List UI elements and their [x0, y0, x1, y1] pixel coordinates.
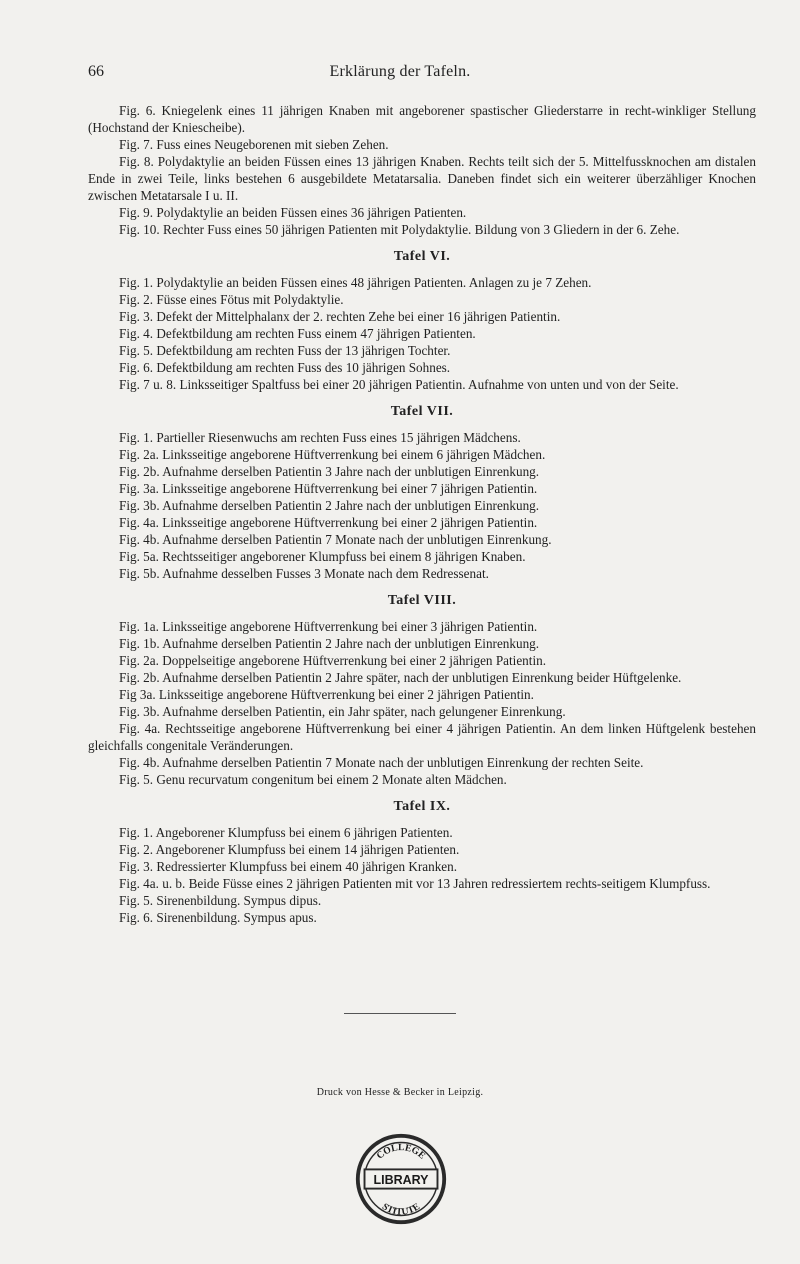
intro-entry: Fig. 10. Rechter Fuss eines 50 jährigen Patienten mit Polydaktylie. Bildung von 3 Gliedern in der 6. Zehe. — [119, 222, 680, 237]
figure-entry: Fig. 3b. Aufnahme derselben Patientin, ein Jahr später, nach gelungener Einrenkung. — [119, 704, 566, 719]
figure-entry: Fig. 4a. Linksseitige angeborene Hüftverrenkung bei einer 2 jährigen Patientin. — [119, 515, 538, 530]
figure-entry: Fig. 6. Sirenenbildung. Sympus apus. — [119, 910, 317, 925]
figure-entry: Fig. 4a. u. b. Beide Füsse eines 2 jährigen Patienten mit vor 13 Jahren redressiertem rechts-seitigem Klumpfuss. — [119, 876, 711, 891]
figure-entry: Fig. 4b. Aufnahme derselben Patientin 7 Monate nach der unblutigen Einrenkung. — [119, 532, 552, 547]
figure-entry: Fig. 2. Angeborener Klumpfuss bei einem 14 jährigen Patienten. — [119, 842, 460, 857]
figure-entry: Fig. 5. Defektbildung am rechten Fuss der 13 jährigen Tochter. — [119, 343, 451, 358]
figure-entry: Fig. 2. Füsse eines Fötus mit Polydaktylie. — [119, 292, 344, 307]
divider-rule — [344, 1013, 456, 1014]
section-title-tafel-vii: Tafel VII. — [390, 404, 454, 419]
stamp-bottom-text: STITUTE — [380, 1201, 422, 1218]
section-title-tafel-viii: Tafel VIII. — [387, 593, 457, 608]
figure-entry: Fig. 1. Angeborener Klumpfuss bei einem 6 jährigen Patienten. — [119, 825, 453, 840]
figure-entry: Fig. 3. Defekt der Mittelphalanx der 2. rechten Zehe bei einer 16 jährigen Patientin. — [119, 309, 561, 324]
figure-entry: Fig. 5. Sirenenbildung. Sympus dipus. — [119, 893, 322, 908]
figure-entry: Fig. 3. Redressierter Klumpfuss bei einem 40 jährigen Kranken. — [119, 859, 458, 874]
section-title-tafel-vi: Tafel VI. — [393, 249, 451, 264]
section-title-tafel-ix: Tafel IX. — [393, 799, 451, 814]
printer-imprint: Druck von Hesse & Becker in Leipzig. — [316, 1087, 484, 1098]
figure-entry: Fig. 4a. Rechtsseitige angeborene Hüftverrenkung bei einer 4 jährigen Patientin. An dem linken Hüftgelenk bestehen gleichfalls congenitale Veränderungen. — [88, 721, 756, 753]
figure-entry: Fig. 5b. Aufnahme desselben Fusses 3 Monate nach dem Redressenat. — [119, 566, 489, 581]
page-header — [88, 63, 712, 85]
page-number: 66 — [88, 63, 104, 80]
stamp-center-text: LIBRARY — [373, 1172, 429, 1187]
intro-entry: Fig. 9. Polydaktylie an beiden Füssen eines 36 jährigen Patienten. — [119, 205, 467, 220]
figure-entry: Fig. 7 u. 8. Linksseitiger Spaltfuss bei einer 20 jährigen Patientin. Aufnahme von unten und von der Seite. — [119, 377, 679, 392]
figure-entry: Fig. 2b. Aufnahme derselben Patientin 3 Jahre nach der unblutigen Einrenkung. — [119, 464, 540, 479]
intro-entry: Fig. 8. Polydaktylie an beiden Füssen eines 13 jährigen Knaben. Rechts teilt sich der 5. Mittelfussknochen am distalen Ende in zwei Teile, links bestehen 6 ausgebildete Metatarsalia. Daneben findet sich ein weiterer überzähliger Knochen zwischen Metatarsale I u. II. — [88, 154, 756, 203]
figure-entry: Fig. 2a. Linksseitige angeborene Hüftverrenkung bei einem 6 jährigen Mädchen. — [119, 447, 546, 462]
running-title: Erklärung der Tafeln. — [329, 63, 471, 80]
figure-entry: Fig. 1b. Aufnahme derselben Patientin 2 Jahre nach der unblutigen Einrenkung. — [119, 636, 540, 651]
intro-entry: Fig. 7. Fuss eines Neugeborenen mit sieben Zehen. — [119, 137, 389, 152]
figure-entry: Fig. 3a. Linksseitige angeborene Hüftverrenkung bei einer 7 jährigen Patientin. — [119, 481, 538, 496]
figure-entry: Fig. 2b. Aufnahme derselben Patientin 2 Jahre später, nach der unblutigen Einrenkung beider Hüftgelenke. — [119, 670, 682, 685]
figure-entry: Fig. 6. Defektbildung am rechten Fuss des 10 jährigen Sohnes. — [119, 360, 451, 375]
figure-entry: Fig. 1. Partieller Riesenwuchs am rechten Fuss eines 15 jährigen Mädchens. — [119, 430, 521, 445]
figure-entry: Fig. 5a. Rechtsseitiger angeborener Klumpfuss bei einem 8 jährigen Knaben. — [119, 549, 526, 564]
figure-entry: Fig. 4. Defektbildung am rechten Fuss einem 47 jährigen Patienten. — [119, 326, 476, 341]
figure-entry: Fig. 4b. Aufnahme derselben Patientin 7 Monate nach der unblutigen Einrenkung der rechten Seite. — [119, 755, 644, 770]
figure-entry: Fig. 3b. Aufnahme derselben Patientin 2 Jahre nach der unblutigen Einrenkung. — [119, 498, 540, 513]
figure-entry: Fig. 2a. Doppelseitige angeborene Hüftverrenkung bei einer 2 jährigen Patientin. — [119, 653, 546, 668]
stamp-top-text: COLLEGE — [374, 1142, 428, 1162]
svg-text:COLLEGE — [375, 1142, 428, 1161]
svg-text:STITUTE — [380, 1201, 422, 1218]
library-stamp-icon — [353, 1131, 449, 1227]
body-text — [88, 102, 756, 926]
figure-entry: Fig. 1a. Linksseitige angeborene Hüftverrenkung bei einer 3 jährigen Patientin. — [119, 619, 538, 634]
figure-entry: Fig. 5. Genu recurvatum congenitum bei einem 2 Monate alten Mädchen. — [119, 772, 507, 787]
figure-entry: Fig. 1. Polydaktylie an beiden Füssen eines 48 jährigen Patienten. Anlagen zu je 7 Zehen. — [119, 275, 592, 290]
intro-entry: Fig. 6. Kniegelenk eines 11 jährigen Knaben mit angeborener spastischer Gliederstarre in recht-winkliger Stellung (Hochstand der Kniescheibe). — [88, 103, 756, 135]
figure-entry: Fig 3a. Linksseitige angeborene Hüftverrenkung bei einer 2 jährigen Patientin. — [119, 687, 534, 702]
